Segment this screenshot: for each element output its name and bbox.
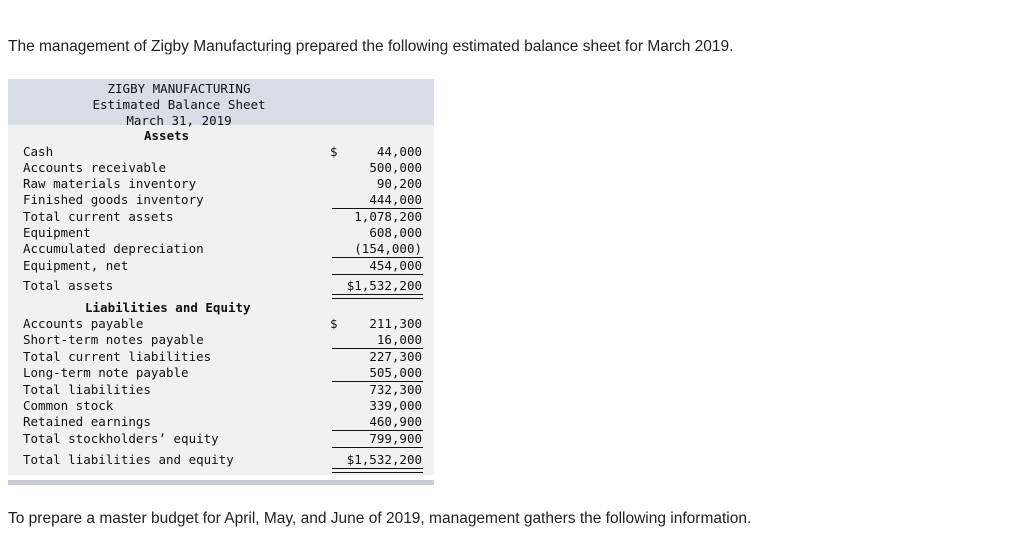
row-amount: 211,300 xyxy=(369,316,422,331)
row-label: Accumulated depreciation xyxy=(23,241,204,256)
row-amount: (154,000) xyxy=(354,241,422,256)
row-total-liabilities-equity xyxy=(8,452,434,468)
row-amount: 16,000 xyxy=(376,332,422,347)
total-double-rule xyxy=(332,294,423,299)
row-label: Raw materials inventory xyxy=(23,176,197,191)
subtotal-rule xyxy=(332,447,423,448)
row-label: Cash xyxy=(23,144,54,159)
liability-row-short-term-notes xyxy=(8,332,434,348)
dollar-sign: $ xyxy=(330,144,338,159)
equity-row-retained-earnings xyxy=(8,414,434,430)
row-label: Short-term notes payable xyxy=(23,332,204,347)
asset-row-finished-goods xyxy=(8,192,434,208)
company-name: ZIGBY MANUFACTURING xyxy=(107,81,251,96)
liability-row-accounts-payable xyxy=(8,316,434,332)
assets-heading: Assets xyxy=(144,128,190,143)
table-bottom-border xyxy=(8,480,434,485)
row-label: Total current liabilities xyxy=(23,349,212,364)
asset-row-equipment-net xyxy=(8,258,434,274)
row-amount: 505,000 xyxy=(369,365,422,380)
intro-text: The management of Zigby Manufacturing prepared the following estimated balance sheet for March 2019. xyxy=(8,38,734,55)
row-label: Total liabilities and equity xyxy=(23,452,234,467)
total-double-rule xyxy=(332,468,423,473)
outro-text: To prepare a master budget for April, May, and June of 2019, management gathers the following information. xyxy=(8,510,752,527)
row-amount: 90,200 xyxy=(376,176,422,191)
row-label: Long-term note payable xyxy=(23,365,189,380)
row-label: Retained earnings xyxy=(23,414,151,429)
row-amount: 444,000 xyxy=(369,192,422,207)
row-amount: 44,000 xyxy=(376,144,422,159)
row-amount: 500,000 xyxy=(369,160,422,175)
statement-date: March 31, 2019 xyxy=(126,113,232,128)
row-label: Finished goods inventory xyxy=(23,192,204,207)
asset-row-total-assets xyxy=(8,278,434,294)
row-amount: $1,532,200 xyxy=(346,452,422,467)
liability-row-total-current xyxy=(8,349,434,365)
row-label: Total stockholders’ equity xyxy=(23,431,219,446)
equity-row-total-equity xyxy=(8,431,434,447)
equity-row-common-stock xyxy=(8,398,434,414)
row-amount: 460,900 xyxy=(369,414,422,429)
row-label: Common stock xyxy=(23,398,114,413)
liabilities-heading: Liabilities and Equity xyxy=(85,300,251,315)
asset-row-equipment xyxy=(8,225,434,241)
asset-row-raw-materials xyxy=(8,176,434,192)
row-label: Total assets xyxy=(23,278,114,293)
balance-sheet xyxy=(8,79,434,486)
asset-row-accumulated-depreciation xyxy=(8,241,434,257)
row-amount: 454,000 xyxy=(369,258,422,273)
row-amount: 799,900 xyxy=(369,431,422,446)
dollar-sign: $ xyxy=(330,316,338,331)
asset-row-accounts-receivable xyxy=(8,160,434,176)
row-label: Total current assets xyxy=(23,209,174,224)
row-label: Equipment xyxy=(23,225,91,240)
asset-row-cash xyxy=(8,144,434,160)
row-amount: 732,300 xyxy=(369,382,422,397)
row-label: Accounts receivable xyxy=(23,160,166,175)
row-amount: 608,000 xyxy=(369,225,422,240)
row-amount: 227,300 xyxy=(369,349,422,364)
subtotal-rule xyxy=(332,274,423,275)
row-amount: 1,078,200 xyxy=(354,209,422,224)
asset-row-total-current xyxy=(8,209,434,225)
row-label: Equipment, net xyxy=(23,258,129,273)
row-amount: 339,000 xyxy=(369,398,422,413)
liability-row-long-term-note xyxy=(8,365,434,381)
row-amount: $1,532,200 xyxy=(346,278,422,293)
row-label: Total liabilities xyxy=(23,382,151,397)
row-label: Accounts payable xyxy=(23,316,144,331)
statement-title: Estimated Balance Sheet xyxy=(92,97,266,112)
liability-row-total-liabilities xyxy=(8,382,434,398)
